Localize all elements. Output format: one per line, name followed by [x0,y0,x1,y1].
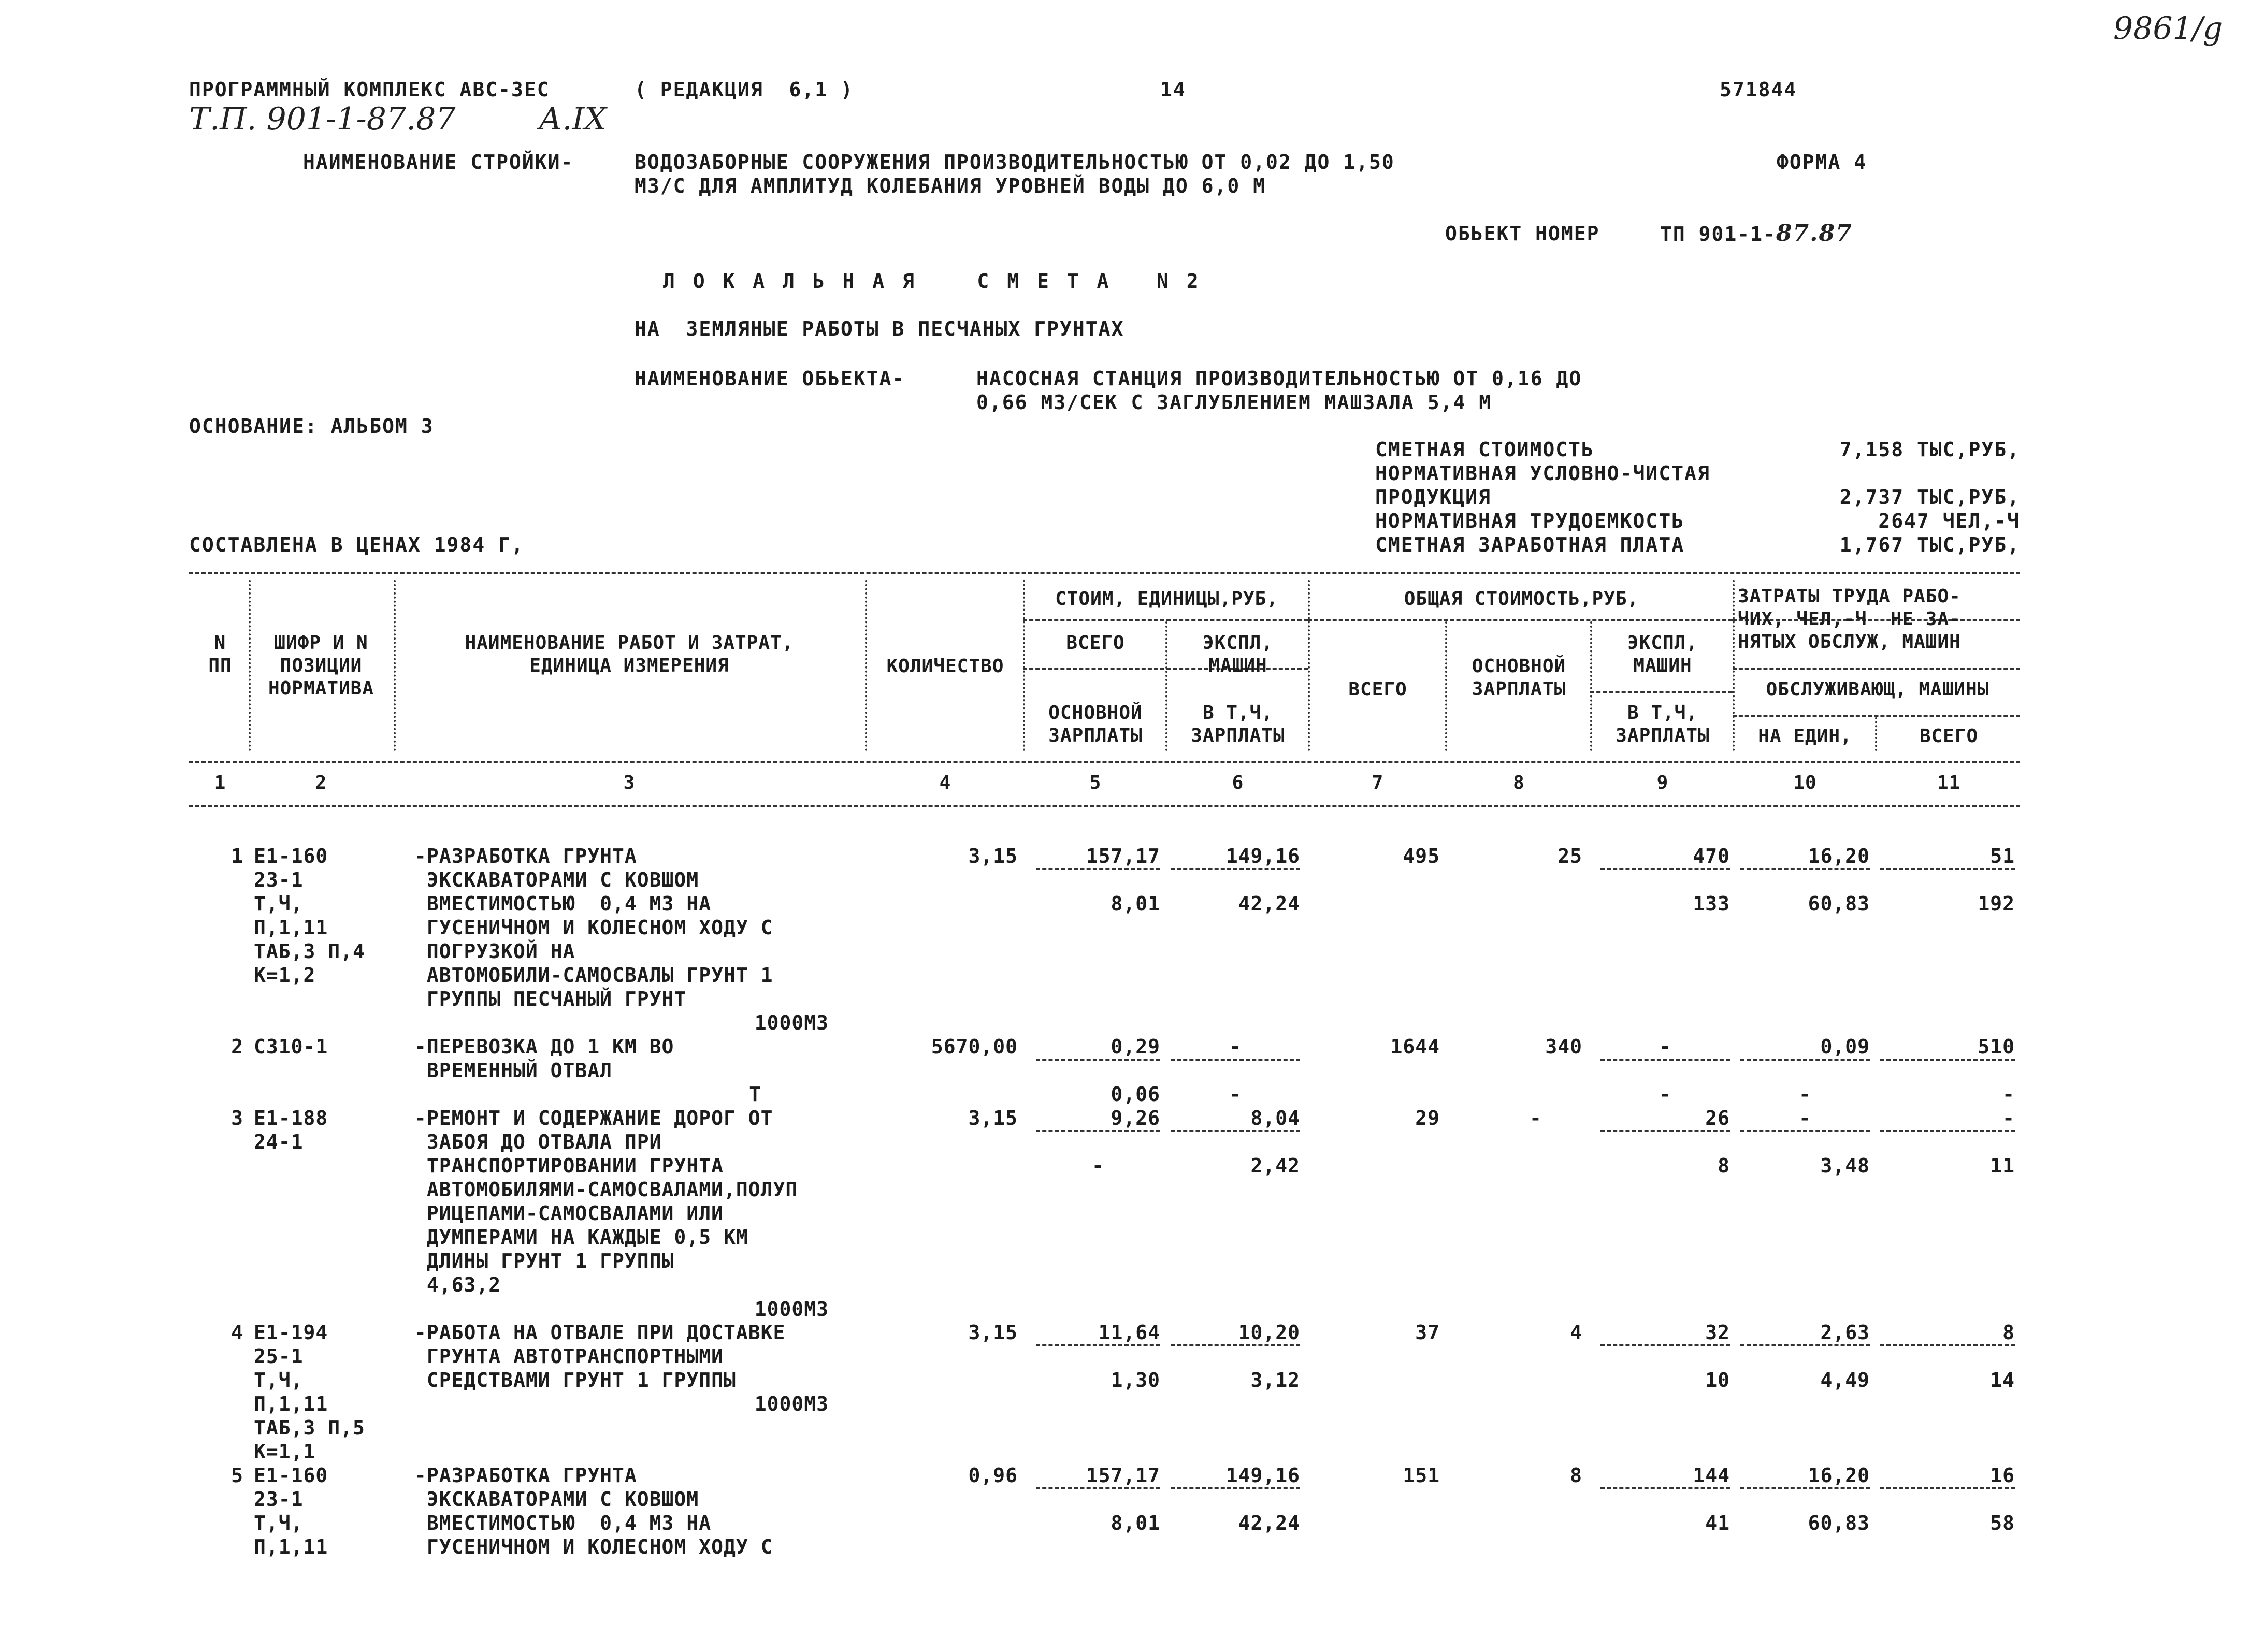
album-handwritten: А.IX [539,101,607,137]
header-separator [249,580,251,751]
summary-label-1: СМЕТНАЯ СТОИМОСТЬ [1375,438,1594,461]
row-number: 1 [231,845,243,867]
header-col-code: ШИФР И N ПОЗИЦИИ НОРМАТИВА [268,632,374,699]
row-number: 5 [231,1464,243,1487]
row-number: 4 [231,1321,243,1344]
row-code: Е1-188 24-1 [254,1107,328,1153]
column-number: 9 [1656,772,1669,793]
row-total-all: 495 [1403,845,1440,867]
row-quantity: 3,15 [968,1107,1018,1129]
header-unit-incl-wage: В Т,Ч, ЗАРПЛАТЫ [1191,702,1285,746]
header-sub-rule [1733,668,2020,670]
row-unit-incl-wage: 42,24 [1238,892,1300,915]
row-labor-per-unit: 2,63 [1740,1321,1870,1346]
row-total-incl-wage: 8 [1718,1154,1730,1177]
row-total-wage: 340 [1545,1035,1582,1058]
row-code: Е1-160 23-1 Т,Ч, П,1,11 ТАБ,3 П,4 К=1,2 [254,845,365,987]
row-labor-service-unit: - [1799,1083,1811,1106]
header-total-incl-wage: В Т,Ч, ЗАРПЛАТЫ [1616,702,1710,746]
header-sub-rule [1590,691,1733,693]
row-unit-incl-wage: 3,12 [1250,1369,1300,1392]
column-number: 2 [315,772,327,793]
row-unit-wage: 8,01 [1111,892,1160,915]
row-labor-service-total: 11 [1990,1154,2015,1177]
header-labor-total: ВСЕГО [1919,726,1979,747]
row-unit-total: 9,26 [1036,1106,1160,1132]
row-labor-service-total: 58 [1990,1512,2015,1534]
summary-value-4: 2647 ЧЕЛ,-Ч [1878,510,2020,532]
summary-value-5: 1,767 ТЫС,РУБ, [1839,533,2020,556]
row-unit: Т [749,1083,761,1106]
row-unit-machines: 10,20 [1171,1321,1300,1346]
row-total-wage: - [1530,1107,1542,1129]
header-separator [1733,580,1735,751]
row-labor-per-unit: - [1740,1106,1870,1132]
row-labor-service-unit: 3,48 [1820,1154,1870,1177]
row-unit: 1000М3 [754,1011,829,1034]
row-unit-wage: - [1092,1154,1104,1177]
summary-label-3: ПРОДУКЦИЯ [1375,486,1491,509]
header-col-quantity: КОЛИЧЕСТВО [886,656,1004,677]
header-total-cost: ОБЩАЯ СТОИМОСТЬ,РУБ, [1404,588,1639,610]
row-total-wage: 25 [1558,845,1582,867]
header-separator [394,580,396,751]
row-total-wage: 8 [1570,1464,1582,1487]
row-total-machines: 144 [1600,1463,1730,1489]
header-unit-total: ВСЕГО [1066,632,1125,654]
row-total-incl-wage: 10 [1705,1369,1730,1392]
row-total-all: 151 [1403,1464,1440,1487]
summary-value-1: 7,158 ТЫС,РУБ, [1839,438,2020,461]
row-labor-total: 16 [1880,1463,2015,1489]
header-labor: ЗАТРАТЫ ТРУДА РАБО- ЧИХ, ЧЕЛ,-Ч НЕ ЗА- НЯТЫХ ОБСЛУЖ, МАШИН [1738,586,1961,653]
row-unit-total: 0,29 [1036,1035,1160,1061]
basis: ОСНОВАНИЕ: АЛЬБОМ 3 [189,415,434,438]
header-separator [865,580,867,751]
row-quantity: 5670,00 [931,1035,1018,1058]
row-unit-wage: 0,06 [1111,1083,1160,1106]
row-quantity: 0,96 [968,1464,1018,1487]
summary-label-5: СМЕТНАЯ ЗАРАБОТНАЯ ПЛАТА [1375,533,1685,556]
row-unit-machines: 8,04 [1171,1106,1300,1132]
object-name-line-1: НАСОСНАЯ СТАНЦИЯ ПРОИЗВОДИТЕЛЬНОСТЬЮ ОТ 0,16 ДО [976,367,1582,390]
row-unit-machines: 149,16 [1171,844,1300,870]
object-number: ТП 901-1-87.87 [1660,220,1853,247]
header-unit-machines: ЭКСПЛ, МАШИН [1202,632,1274,676]
header-total-machines: ЭКСПЛ, МАШИН [1627,632,1698,676]
header-labor-per-unit: НА ЕДИН, [1758,726,1852,747]
summary-label-4: НОРМАТИВНАЯ ТРУДОЕМКОСТЬ [1375,510,1685,532]
row-name: -РАЗРАБОТКА ГРУНТА ЭКСКАВАТОРАМИ С КОВШОМ ВМЕСТИМОСТЬЮ 0,4 М3 НА ГУСЕНИЧНОМ И КОЛЕСНОМ ХОДУ С [414,1464,773,1558]
summary-label-2: НОРМАТИВНАЯ УСЛОВНО-ЧИСТАЯ [1375,462,1710,485]
row-name: -ПЕРЕВОЗКА ДО 1 КМ ВО ВРЕМЕННЫЙ ОТВАЛ [414,1035,674,1082]
object-name-label: НАИМЕНОВАНИЕ ОБЬЕКТА- [635,367,905,390]
program-name: ПРОГРАММНЫЙ КОМПЛЕКС АВС-3ЕС [189,78,550,101]
header-total-wage: ОСНОВНОЙ ЗАРПЛАТЫ [1472,656,1566,700]
column-number: 5 [1089,772,1102,793]
row-total-machines: 32 [1600,1321,1730,1346]
row-total-machines: 26 [1600,1106,1730,1132]
row-name: -РАЗРАБОТКА ГРУНТА ЭКСКАВАТОРАМИ С КОВШОМ ВМЕСТИМОСТЬЮ 0,4 М3 НА ГУСЕНИЧНОМ И КОЛЕСНОМ ХОДУ С ПОГРУЗКОЙ НА АВТОМОБИЛИ-САМОСВАЛЫ ГРУНТ 1 ГРУППЫ ПЕСЧАНЫЙ ГРУНТ [414,845,773,1010]
archive-number: 9861/g [2113,10,2223,47]
row-unit-incl-wage: 42,24 [1238,1512,1300,1534]
row-unit-wage: 8,01 [1111,1512,1160,1534]
document-code: 571844 [1720,78,1797,101]
row-quantity: 3,15 [968,845,1018,867]
row-labor-per-unit: 16,20 [1740,1463,1870,1489]
construction-line-1: ВОДОЗАБОРНЫЕ СООРУЖЕНИЯ ПРОИЗВОДИТЕЛЬНОСТЬЮ ОТ 0,02 ДО 1,50 [635,151,1395,173]
construction-label: НАИМЕНОВАНИЕ СТРОЙКИ- [303,151,574,173]
row-total-machines: 470 [1600,844,1730,870]
row-unit-incl-wage: 2,42 [1250,1154,1300,1177]
row-unit-total: 11,64 [1036,1321,1160,1346]
row-unit-machines: 149,16 [1171,1463,1300,1489]
row-number: 2 [231,1035,243,1058]
header-sub-rule [1308,619,1733,621]
row-unit-machines: - [1171,1035,1300,1061]
row-labor-service-unit: 60,83 [1808,1512,1870,1534]
header-separator [1308,580,1310,751]
column-number: 4 [939,772,951,793]
row-labor-service-unit: 60,83 [1808,892,1870,915]
row-labor-service-total: 192 [1978,892,2015,915]
table-top-rule [189,572,2020,574]
row-labor-total: 510 [1880,1035,2015,1061]
row-unit: 1000М3 [754,1298,829,1321]
row-labor-per-unit: 0,09 [1740,1035,1870,1061]
page-number: 14 [1160,78,1186,101]
object-number-label: ОБЬЕКТ НОМЕР [1445,222,1600,245]
header-unit-cost: СТОИМ, ЕДИНИЦЫ,РУБ, [1055,588,1278,610]
row-unit-total: 157,17 [1036,1463,1160,1489]
header-col-number: N ПП [208,632,232,676]
header-unit-wage: ОСНОВНОЙ ЗАРПЛАТЫ [1048,702,1143,746]
row-code: С310-1 [254,1035,328,1058]
row-total-incl-wage: 133 [1693,892,1730,915]
row-name: -РАБОТА НА ОТВАЛЕ ПРИ ДОСТАВКЕ ГРУНТА АВТОТРАНСПОРТНЫМИ СРЕДСТВАМИ ГРУНТ 1 ГРУППЫ [414,1321,786,1392]
row-unit-wage: 1,30 [1111,1369,1160,1392]
row-labor-service-unit: 4,49 [1820,1369,1870,1392]
header-separator [1165,621,1167,751]
row-labor-service-total: 14 [1990,1369,2015,1392]
header-sub-rule [1023,619,1308,621]
tp-handwritten: Т.П. 901-1-87.87 [189,101,456,137]
row-code: Е1-194 25-1 Т,Ч, П,1,11 ТАБ,3 П,5 К=1,1 [254,1321,365,1463]
row-total-machines: - [1600,1035,1730,1061]
header-separator [1590,621,1592,751]
document-subtitle: НА ЗЕМЛЯНЫЕ РАБОТЫ В ПЕСЧАНЫХ ГРУНТАХ [635,317,1124,340]
row-unit: 1000М3 [754,1393,829,1415]
row-labor-total: 51 [1880,844,2015,870]
header-col-name: НАИМЕНОВАНИЕ РАБОТ И ЗАТРАТ, ЕДИНИЦА ИЗМЕРЕНИЯ [465,632,794,676]
row-code: Е1-160 23-1 Т,Ч, П,1,11 [254,1464,328,1558]
prices-basis: СОСТАВЛЕНА В ЦЕНАХ 1984 Г, [189,533,524,556]
column-number: 1 [214,772,226,793]
header-separator [1445,621,1447,751]
row-unit-total: 157,17 [1036,844,1160,870]
row-total-wage: 4 [1570,1321,1582,1344]
column-number: 6 [1232,772,1244,793]
header-sub-rule [1733,715,2020,717]
row-labor-total: - [1880,1106,2015,1132]
column-number: 10 [1793,772,1817,793]
row-total-incl-wage: - [1659,1083,1671,1106]
column-number: 8 [1513,772,1525,793]
construction-line-2: М3/С ДЛЯ АМПЛИТУД КОЛЕБАНИЯ УРОВНЕЙ ВОДЫ ДО 6,0 М [635,175,1266,197]
header-separator [1875,717,1877,751]
header-separator [1023,580,1025,751]
object-name-line-2: 0,66 М3/СЕК С ЗАГЛУБЛЕНИЕМ МАШЗАЛА 5,4 М [976,391,1492,414]
row-quantity: 3,15 [968,1321,1018,1344]
column-number: 3 [623,772,636,793]
row-number: 3 [231,1107,243,1129]
summary-value-3: 2,737 ТЫС,РУБ, [1839,486,2020,509]
row-labor-total: 8 [1880,1321,2015,1346]
edition: ( РЕДАКЦИЯ 6,1 ) [635,78,854,101]
row-total-all: 1644 [1390,1035,1440,1058]
row-total-incl-wage: 41 [1705,1512,1730,1534]
column-number: 7 [1372,772,1384,793]
document-title: Л О К А Л Ь Н А Я С М Е Т А N 2 [663,270,1202,293]
column-number: 11 [1937,772,1961,793]
row-total-all: 29 [1415,1107,1440,1129]
header-bottom-rule [189,761,2020,763]
column-number-rule [189,805,2020,807]
header-labor-service: ОБСЛУЖИВАЮЩ, МАШИНЫ [1766,679,1989,700]
row-labor-service-total: - [2002,1083,2015,1106]
row-unit-incl-wage: - [1229,1083,1242,1106]
form-label: ФОРМА 4 [1777,151,1867,173]
row-name: -РЕМОНТ И СОДЕРЖАНИЕ ДОРОГ ОТ ЗАБОЯ ДО ОТВАЛА ПРИ ТРАНСПОРТИРОВАНИИ ГРУНТА АВТОМОБИЛЯМИ-САМОСВАЛАМИ,ПОЛУП РИЦЕПАМИ-САМОСВАЛАМИ ИЛИ ДУМПЕРАМИ НА КАЖДЫЕ 0,5 КМ ДЛИНЫ ГРУНТ 1 ГРУППЫ 4,63,2 [414,1107,798,1296]
object-number-handwritten: 87.87 [1776,220,1853,247]
header-total-all: ВСЕГО [1348,679,1407,700]
row-labor-per-unit: 16,20 [1740,844,1870,870]
row-total-all: 37 [1415,1321,1440,1344]
